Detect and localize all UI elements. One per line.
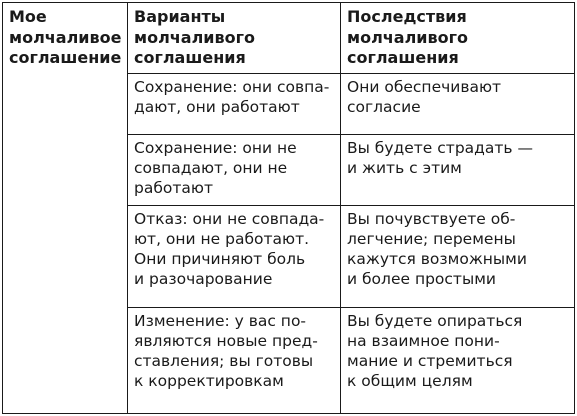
variant-cell: Изменение: у вас по- являются новые пред- ставления; вы готовы к корректировкам	[128, 308, 341, 414]
header-consequences: Последствия молчаливого соглашения	[341, 3, 575, 74]
variant-cell: Сохранение: они не совпадают, они не работают	[128, 135, 341, 206]
variant-cell: Отказ: они не совпада- ют, они не работают. Они причиняют боль и разочарование	[128, 206, 341, 308]
agreement-table	[2, 2, 575, 414]
consequence-cell: Вы почувствуете об- легчение; перемены кажутся возможными и более простыми	[341, 206, 575, 308]
consequence-cell: Вы будете страдать — и жить с этим	[341, 135, 575, 206]
consequence-cell: Они обеспечивают согласие	[341, 74, 575, 135]
header-my-agreement: Мое молчаливое соглашение	[3, 3, 128, 414]
table-header-row	[3, 3, 575, 74]
variant-cell: Сохранение: они совпа- дают, они работают	[128, 74, 341, 135]
header-variants: Варианты молчаливого соглашения	[128, 3, 341, 74]
consequence-cell: Вы будете опираться на взаимное пони- мание и стремиться к общим целям	[341, 308, 575, 414]
